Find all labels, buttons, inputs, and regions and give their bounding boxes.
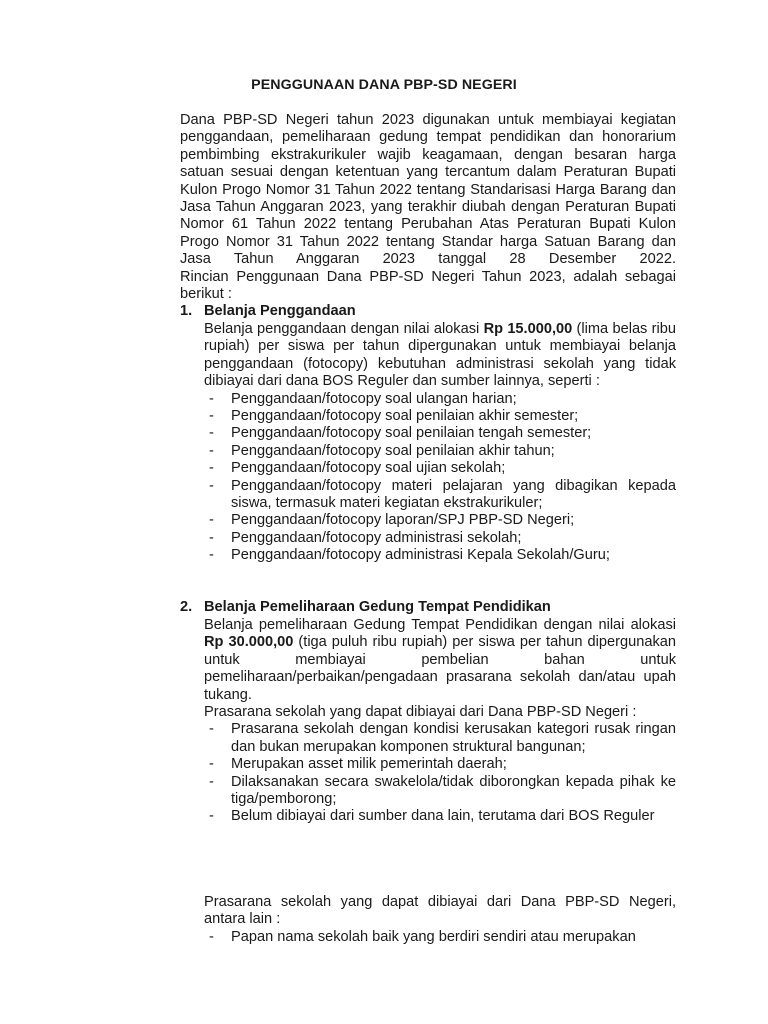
section-1-list	[204, 391, 676, 565]
section-2-title: Belanja Pemeliharaan Gedung Tempat Pendidikan	[204, 599, 551, 615]
section-1-text-pre: Belanja penggandaan dengan nilai alokasi	[204, 321, 484, 337]
section-1-heading	[180, 303, 356, 320]
section-2-examples	[204, 894, 676, 946]
list-item: - Penggandaan/fotocopy soal ulangan harian;	[204, 391, 676, 408]
section-2-criteria-list	[204, 721, 676, 825]
list-item: - Belum dibiayai dari sumber dana lain, terutama dari BOS Reguler	[204, 808, 676, 825]
list-item: - Penggandaan/fotocopy administrasi Kepala Sekolah/Guru;	[204, 547, 676, 564]
section-2-text-post: (tiga puluh ribu rupiah) per siswa per tahun dipergunakan untuk membiayai pembelian bahan untuk pemeliharaan/perbaikan/pengadaan prasarana sekolah dan/atau upah tukang.	[204, 634, 676, 703]
list-item: - Prasarana sekolah dengan kondisi kerusakan kategori rusak ringan dan bukan merupakan komponen struktural bangunan;	[204, 721, 676, 756]
list-item: - Penggandaan/fotocopy soal penilaian akhir tahun;	[204, 443, 676, 460]
list-item: - Merupakan asset milik pemerintah daerah;	[204, 756, 676, 773]
section-1-text-post: (lima belas ribu rupiah) per siswa per tahun dipergunakan untuk membiayai belanja penggandaan (fotocopy) kebutuhan administrasi sekolah yang tidak dibiayai dari dana BOS Reguler dan sumber lainnya, seperti :	[204, 321, 676, 390]
list-item: - Penggandaan/fotocopy materi pelajaran yang dibagikan kepada siswa, termasuk materi kegiatan ekstrakurikuler;	[204, 478, 676, 513]
section-2-examples-intro: Prasarana sekolah yang dapat dibiayai dari Dana PBP-SD Negeri, antara lain :	[204, 894, 676, 928]
section-1-number: 1.	[180, 303, 193, 319]
rincian-paragraph: Rincian Penggunaan Dana PBP-SD Negeri Tahun 2023, adalah sebagai berikut :	[180, 268, 676, 303]
section-1-body	[204, 321, 676, 565]
list-item: - Penggandaan/fotocopy soal penilaian tengah semester;	[204, 425, 676, 442]
section-2-criteria-intro: Prasarana sekolah yang dapat dibiayai dari Dana PBP-SD Negeri :	[204, 704, 637, 721]
list-item: - Dilaksanakan secara swakelola/tidak diborongkan kepada pihak ke tiga/pemborong;	[204, 774, 676, 809]
intro-paragraph: Dana PBP-SD Negeri tahun 2023 digunakan untuk membiayai kegiatan penggandaan, pemeliharaan gedung tempat pendidikan dan honorarium pembimbing ekstrakurikuler wajib keagamaan, dengan besaran harga satuan sesuai dengan ketentuan yang tercantum dalam Peraturan Bupati Kulon Progo Nomor 31 Tahun 2022 tentang Standarisasi Harga Barang dan Jasa Tahun Anggaran 2023, yang terakhir diubah dengan Peraturan Bupati Nomor 61 Tahun 2022 tentang Perubahan Atas Peraturan Bupati Kulon Progo Nomor 31 Tahun 2022 tentang Standar harga Satuan Barang dan Jasa Tahun Anggaran 2023 tanggal 28 Desember 2022.	[180, 112, 676, 268]
list-item: - Penggandaan/fotocopy soal penilaian akhir semester;	[204, 408, 676, 425]
section-2-examples-list	[204, 929, 676, 946]
intro-section	[180, 112, 676, 303]
list-item: - Penggandaan/fotocopy soal ujian sekolah;	[204, 460, 676, 477]
section-2-paragraph	[204, 617, 676, 704]
section-2-amount: Rp 30.000,00	[204, 634, 294, 651]
section-1-amount: Rp 15.000,00	[483, 321, 573, 337]
list-item: - Papan nama sekolah baik yang berdiri sendiri atau merupakan	[204, 929, 676, 946]
list-item: - Penggandaan/fotocopy laporan/SPJ PBP-SD Negeri;	[204, 512, 676, 529]
section-2-text-pre: Belanja pemeliharaan Gedung Tempat Pendidikan dengan nilai alokasi	[204, 617, 676, 633]
section-2-body	[204, 617, 676, 826]
section-2-heading	[180, 599, 551, 616]
section-1-paragraph	[204, 321, 676, 391]
list-item: - Penggandaan/fotocopy administrasi sekolah;	[204, 530, 676, 547]
section-1-title: Belanja Penggandaan	[204, 303, 356, 319]
section-2-number: 2.	[180, 599, 193, 615]
page-title: PENGGUNAAN DANA PBP-SD NEGERI	[251, 77, 517, 93]
